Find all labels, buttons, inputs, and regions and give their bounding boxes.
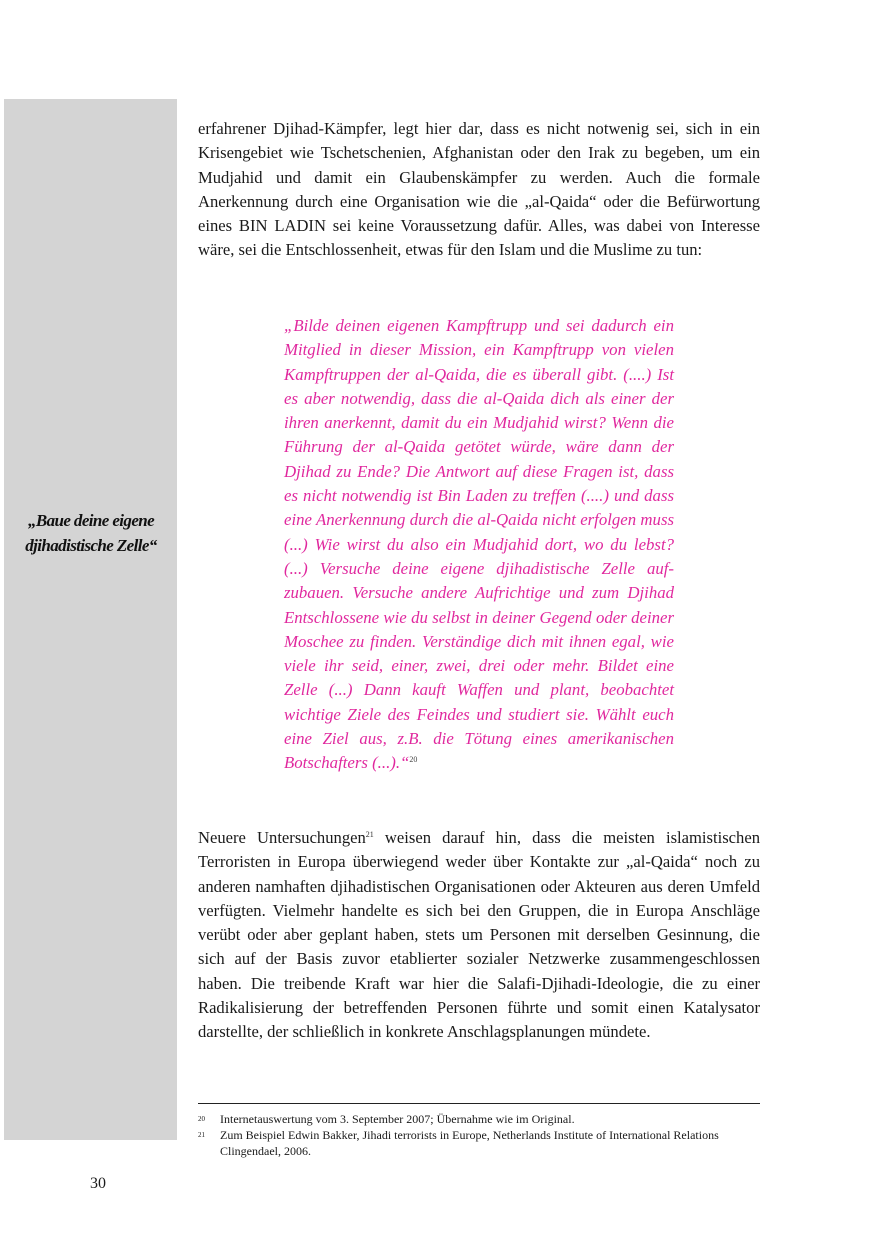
footnote-ref-21[interactable]: 21 [365,830,374,839]
paragraph-intro: erfahrener Djihad-Kämpfer, legt hier dar, dass es nicht notwenig sei, sich in ein Krisengebiet wie Tschetschenien, Afghanistan oder den Irak zu begeben, um ein Mudjahid und damit ein Glaubenskämpfer zu werden. Auch die formale Anerkennung durch eine Organisation wie die „al-Qaida“ oder die Befürwortung eines BIN LADIN sei keine Voraussetzung dafür. Alles, was dabei von Interesse wäre, sei die Entschlossenheit, etwas für den Islam und die Muslime zu tun: [198,119,760,260]
paragraph-research [198,826,760,1045]
quote-text: „Bilde deinen eigenen Kampftrupp und sei dadurch ein Mitglied in dieser Mission, ein Kampftrupp von vielen Kampftruppen der al-Qaida, die es überall gibt. (....) Ist es aber notwendig, dass die al-Qaida dich als einer der ihren anerkennt, damit du ein Mudjahid wirst? Wenn die Führung der al-Qaida getötet würde, wäre dann der Djihad zu Ende? Die Antwort auf diese Fragen ist, dass es nicht notwendig ist Bin Laden zu treffen (....) und dass eine Anerkennung durch die al-Qaida nicht erfolgen muss (...) Wie wirst du also ein Mudjahid dort, wo du lebst? (...) Versuche deine eigene djihadistische Zelle aufzubauen. Versuche andere Aufrichtige und zum Djihad Entschlossene wie du selbst in deiner Gegend oder deiner Moschee zu finden. Verständige dich mit ihnen egal, wie viele ihr seid, einer, zwei, drei oder mehr. Bildet eine Zelle (...) Dann kauft Waffen und plant, beobachtet wichtige Ziele des Feindes und studiert sie. Wählt euch eine Ziel aus, z.B. die Tötung eines amerikanischen Botschafters (...).“ [284,316,674,773]
footnote-20 [198,1111,760,1127]
footnote-number: 21 [198,1131,205,1139]
footnote-divider [198,1103,760,1104]
footnote-text: Zum Beispiel Edwin Bakker, Jihadi terrorists in Europe, Netherlands Institute of International Relations Clingendael, 2006. [220,1128,719,1158]
footnote-21 [198,1127,760,1159]
footnote-ref-20[interactable]: 20 [409,755,418,765]
paragraph-research-rest: weisen darauf hin, dass die meisten islamistischen Terroristen in Europa überwiegend weder über Kontakte zur „al-Qaida“ noch zu anderen namhaften djihadistischen Organisationen oder Akteuren aus deren Umfeld verfügten. Vielmehr handelte es sich bei den Gruppen, die in Europa Anschläge verübt oder aber geplant haben, stets um Personen mit derselben Gesinnung, die sich auf der Basis zuvor etablierter sozialer Netzwerke zusammengeschlossen haben. Die treibende Kraft war hier die Salafi-Djihadi-Ideologie, die zu einer Radikalisierung der betreffenden Personen führte und somit einen Katalysator darstellte, der schließlich in konkrete Anschlagsplanungen mündete. [198,828,761,1042]
margin-sidebar [4,99,177,1140]
block-quote [284,314,674,776]
page-number: 30 [90,1175,106,1192]
footnote-number: 20 [198,1115,205,1123]
margin-note: „Baue deine eigene djihadistische Zelle“ [25,511,157,555]
paragraph-research-start: Neuere Untersuchungen [198,828,366,847]
footnote-text: Internetauswertung vom 3. September 2007; Übernahme wie im Original. [220,1112,575,1126]
